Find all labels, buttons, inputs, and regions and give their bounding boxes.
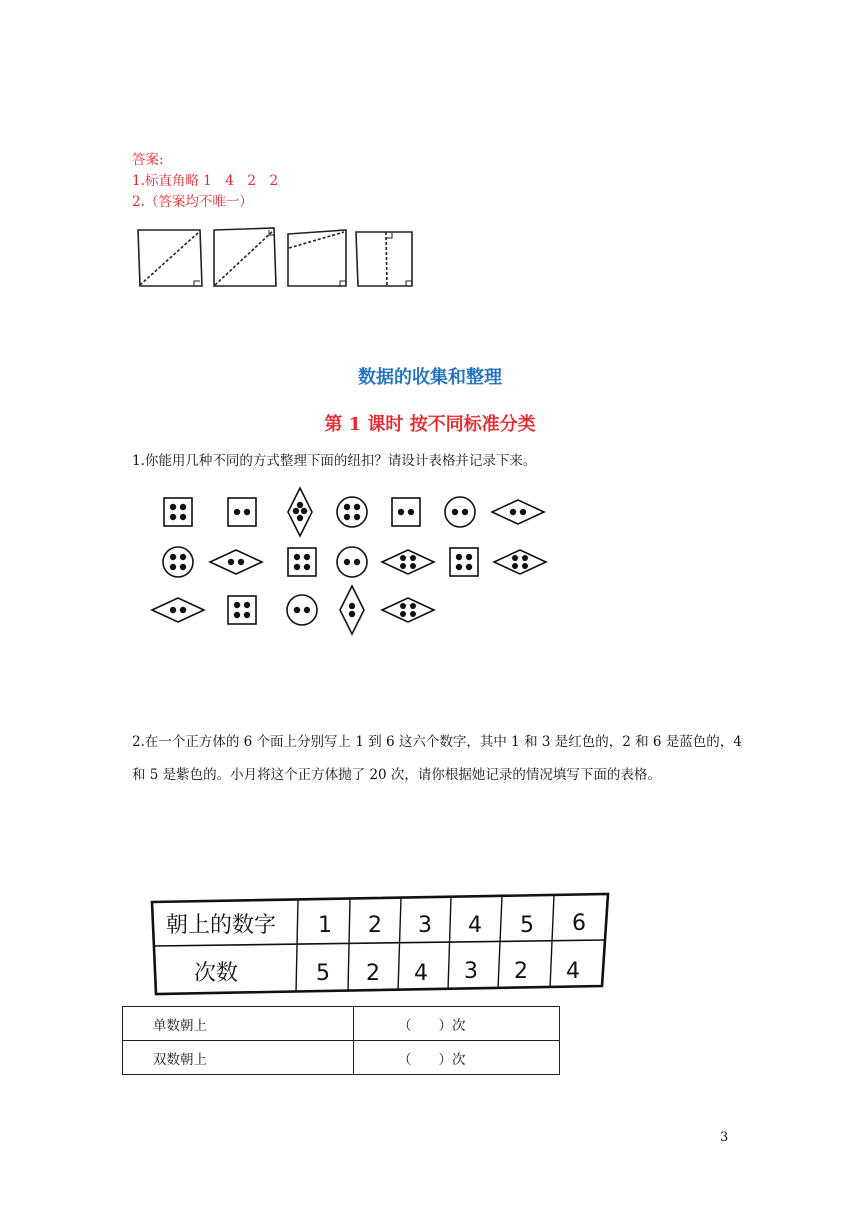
answer-square-1: [138, 230, 202, 286]
button-diamond-v-2-dots: [340, 586, 364, 634]
fill-row-even: [123, 1041, 560, 1075]
answer-line-1: 1.标直角略 1 4 2 2: [132, 173, 279, 189]
fill-row-odd: [123, 1007, 560, 1041]
button-circle-4-dots: [163, 547, 193, 577]
record-count-1: 5: [316, 961, 330, 986]
record-count-5: 2: [514, 959, 528, 984]
answer-line-2: 2.（答案均不唯一）: [132, 194, 253, 210]
question-1-text: 1.你能用几种不同的方式整理下面的纽扣？请设计表格并记录下来。: [132, 453, 537, 469]
button-square-4-dots: [164, 498, 192, 526]
record-num-2: 2: [368, 913, 382, 938]
button-diamond-h-4-dots: [494, 550, 546, 574]
record-table: [146, 890, 616, 1000]
record-count-6: 4: [566, 959, 580, 984]
button-circle-2-dots: [287, 595, 317, 625]
buttons-figure: [130, 482, 560, 642]
button-diamond-v-4-dots: [288, 488, 312, 536]
record-num-3: 3: [418, 913, 432, 938]
button-diamond-h-4-dots: [382, 598, 434, 622]
button-diamond-h-2-dots: [210, 550, 262, 574]
record-row2-header: 次数: [194, 961, 239, 986]
record-num-5: 5: [520, 913, 534, 938]
fill-blank[interactable]: （ ）次: [354, 1007, 560, 1041]
button-square-4-dots: [288, 548, 316, 576]
button-square-4-dots: [450, 548, 478, 576]
button-diamond-h-2-dots: [492, 500, 544, 524]
record-count-4: 3: [464, 959, 478, 984]
answer-square-2: [214, 228, 276, 286]
button-circle-2-dots: [445, 497, 475, 527]
button-square-2-dots: [392, 498, 420, 526]
fill-table: [122, 1006, 560, 1075]
lesson-title: 第 1 课时 按不同标准分类: [324, 414, 536, 435]
answer-square-3: [288, 230, 346, 286]
fill-blank[interactable]: （ ）次: [354, 1041, 560, 1075]
record-num-1: 1: [318, 913, 332, 938]
answer-label: 答案:: [132, 152, 164, 168]
button-circle-4-dots: [337, 497, 367, 527]
fill-label: 单数朝上: [123, 1007, 354, 1041]
record-row1-header: 朝上的数字: [166, 913, 277, 938]
fill-label: 双数朝上: [123, 1041, 354, 1075]
button-circle-2-dots: [337, 547, 367, 577]
answer-block: [132, 150, 278, 213]
page-number: 3: [720, 1130, 729, 1145]
button-diamond-h-2-dots: [152, 598, 204, 622]
question-2-text: 2.在一个正方体的 6 个面上分别写上 1 到 6 这六个数字，其中 1 和 3 是红色的，2 和 6 是蓝色的，4 和 5 是紫色的。小月将这个正方体抛了 20 次，请你根据她记录的情况填写下面的表格。: [132, 734, 742, 783]
record-num-6: 6: [572, 911, 586, 936]
answer-squares-figure: [128, 222, 428, 294]
button-square-2-dots: [228, 498, 256, 526]
section-title: 数据的收集和整理: [358, 367, 502, 388]
button-square-4-dots: [228, 596, 256, 624]
record-count-2: 2: [366, 961, 380, 986]
record-num-4: 4: [468, 913, 482, 938]
record-count-3: 4: [414, 961, 428, 986]
answer-square-4: [356, 232, 412, 286]
button-diamond-h-4-dots: [382, 550, 434, 574]
